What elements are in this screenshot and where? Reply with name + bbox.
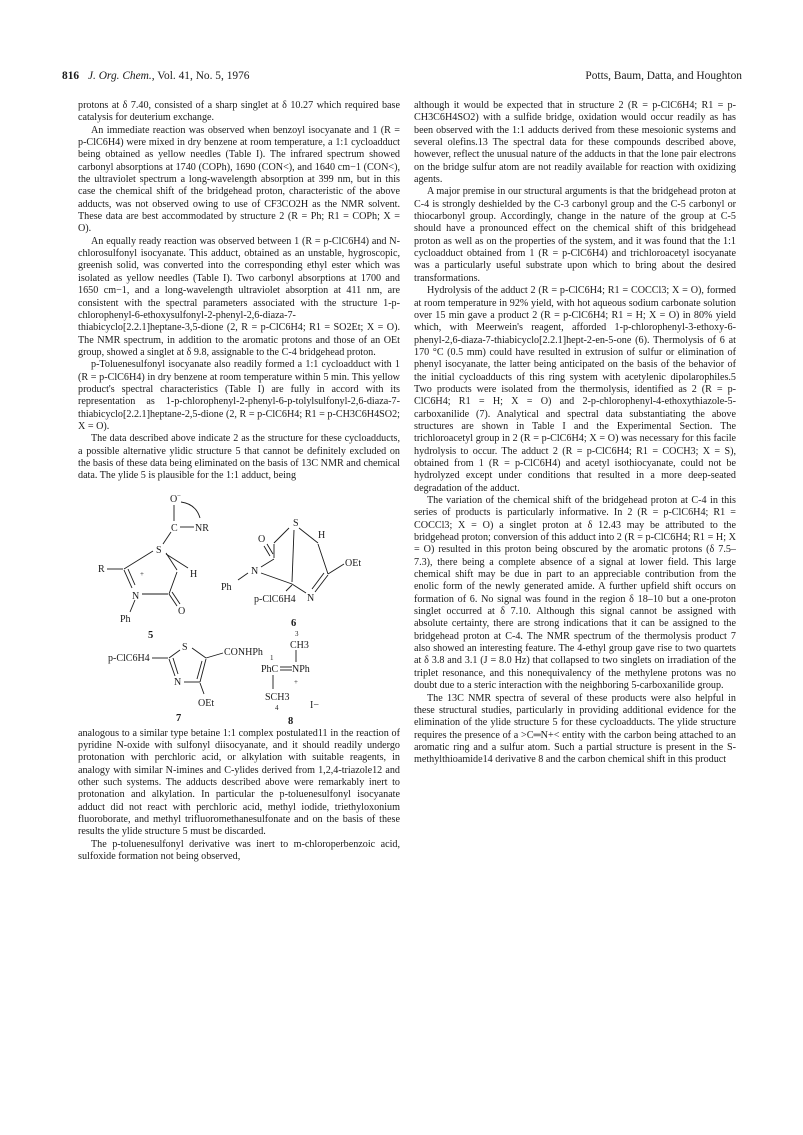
bond [166, 554, 188, 568]
bond [124, 570, 132, 588]
atom-label: O [170, 493, 178, 505]
bond [128, 569, 135, 585]
paragraph: The data described above indicate 2 as the structure for these cycloadducts, a possible alternative ylidic structure 5 that cannot be definitely excluded on the basis of these data being eliminated on the basis of 13C NMR and chemical data. The ylide 5 is plausible for the 1:1 adduct, being [78, 433, 400, 482]
atom-label: SCH3 [265, 691, 290, 703]
right-column [414, 100, 736, 767]
atom-label: OEt [345, 557, 362, 569]
paragraph: A major premise in our structural arguments is that the bridgehead proton at C-4 is strongly deshielded by the C-3 carbonyl group and the C-5 carbonyl or thiocarbonyl group. Accordingly, change in the nature of the group at C-5 should have a pronounced effect on the chemical shift of this bridgehead proton as well as on the properties of the system, and it was found that the 1:1 cycloadduct obtained from 1 (R = p-ClC6H4) and trichloroacetyl isocyanate was a particularly useful substrate upon which to bring about the desired transformations. [414, 186, 736, 284]
atom-label: H [190, 568, 198, 580]
atom-label: N [251, 565, 259, 577]
paragraph: The variation of the chemical shift of the bridgehead proton at C-4 in this series of products is particularly informative. In 2 (R = p-ClC6H4; R1 = COCCl3; X = O) a singlet proton at δ 12.43 may be attributed to the bridgehead proton; conversion of this adduct into 2 (R = p-ClC6H4; R1 = H; X = O) resulted in this proton being obscured by the aromatic protons (δ 7.5–7.3), there being a complete absence of a signal at lower field. This large chemical shift may be due in part to an appreciable contribution from the enolic form of the newly generated amide. A further upfield shift occurs on formation of 6. No signal was found in the region δ 18–10 but a one-proton singlet occurred at δ 7.10. Although this signal cannot be assigned with absolute certainty, there are strong indications that it can be assigned to the bridgehead proton at C-4. The NMR spectrum of the thermolysis product 7 also showed an interesting feature. The 4-ethyl group gave rise to two quartets at δ 3.8 and 3.1 (J = 8.0 Hz) that collapsed to two singlets on irradiation of the triplet resonance, and this nonequivalency of the methylene protons was no doubt due to a steric interaction with the neighboring 5-carboxanilide group. [414, 495, 736, 692]
bond [169, 594, 177, 606]
dashed-bond [181, 502, 200, 518]
atom-label: p-ClC6H4 [108, 652, 150, 664]
locant: 3 [295, 629, 299, 638]
charge-label: − [177, 491, 181, 500]
bond [318, 544, 328, 574]
header-authors: Potts, Baum, Datta, and Houghton [585, 70, 742, 82]
atom-label: Ph [221, 581, 232, 593]
atom-label: PhC [261, 663, 279, 675]
bond [292, 530, 294, 582]
locant: 1 [270, 653, 274, 662]
bond [200, 659, 206, 682]
paragraph: Hydrolysis of the adduct 2 (R = p-ClC6H4; R1 = COCCl3; X = O), formed at room temperature in 92% yield, with hot aqueous sodium carbonate solution over 15 min gave a product 2 (R = p-ClC6H4; R1 = H; X = O) in 80% yield which, with Meerwein's reagent, afforded 1-p-chlorophenyl-3-ethoxy-6-phenyl-2,6-diaza-7-thiabicyclo[2.2.1]hept-2-en-5-one (6). Thermolysis of 6 at 170 °C (0.5 mm) could have resulted in extrusion of sulfur or elimination of phenyl isocyanate, the latter being anticipated on the basis of the behavior of the initial cycloadducts of this ring system with acetylenic dipolarophiles.5 Two products were isolated from the thermolysis, identified as 2 (R = p-ClC6H4; R1 = H; X = O) and 2-p-chlorophenyl-4-ethoxythiazole-5-carboxanilide (7). Analytical and spectral data substantiating the above structures are shown in Table I and the Experimental Section. The trichloroacetyl group in 2 (R = p-ClC6H4; X = O) was necessary for this facile hydrolysis to occur. The adduct 2 (R = p-ClC6H4; R1 = COCH3; X = S), obtained from 1 (R = p-ClC6H4) and acetyl isothiocyanate, could not be hydrolyzed except under conditions that resulted in a more deep-seated degradation of the adduct. [414, 285, 736, 494]
atom-label: O [258, 533, 266, 545]
structure-7 [108, 642, 263, 724]
paragraph: An immediate reaction was observed when benzoyl isocyanate and 1 (R = p-ClC6H4) were mixed in dry benzene at room temperature, a 1:1 cycloadduct being obtained as yellow needles (Table I). The infrared spectrum showed carbonyl absorptions at 1740 (COPh), 1690 (CON<), and 1640 cm−1 (CON<), the ultraviolet spectrum a long-wavelength absorption at 399 nm, but in this case the chemical shift of the bridgehead proton, characteristic of the above adducts, was not observed owing to use of CF3CO2H as the NMR solvent. These data are best accommodated by structure 2 (R = Ph; R1 = COPh; X = O). [78, 124, 400, 235]
atom-label: N [174, 676, 182, 688]
paragraph: An equally ready reaction was observed between 1 (R = p-ClC6H4) and N-chlorosulfonyl isocyanate. This adduct, obtained as an unstable, hygroscopic, greenish solid, was converted into the corresponding ethyl ester which was isolated as yellow needles (Table I). Two carbonyl absorptions at 1700 and 1650 cm−1, and a long-wavelength ultraviolet absorption at 411 nm, are consistent with the spectral parameters associated with the structure 1-p-chlorophenyl-6-ethoxysulfonyl-2-phenyl-2,6-diaza-7-thiabicyclo[2.2.1]heptane-3,5-dione (2, R = p-ClC6H4; R1 = SO2Et; X = O). The NMR spectrum, in addition to the aromatic protons and those of an OEt group, showed a singlet at δ 9.8, assignable to the C-4 bridgehead proton. [78, 235, 400, 358]
atom-label: CH3 [290, 639, 309, 651]
compound-number: 6 [291, 617, 297, 629]
atom-label: Ph [120, 613, 131, 625]
atom-label: NR [195, 522, 209, 534]
bond [315, 575, 328, 592]
atom-label: N [307, 592, 315, 604]
bond [261, 559, 274, 567]
structures-figure [78, 488, 400, 724]
journal-volume: Vol. 41, [157, 70, 193, 82]
atom-label: S [293, 517, 299, 529]
running-header [62, 70, 742, 86]
atom-label: S [156, 544, 162, 556]
paragraph: analogous to a similar type betaine 1:1 complex postulated11 in the reaction of pyridine N-oxide with sulfonyl diisocyanate, and it should readily undergo protonation with perchloric acid, or alkylation with suitable reagents, in analogy with similar N-imines and C-ylides derived from 1,2,4-triazole12 and other such systems. The adducts described above were remarkably inert to protonation and alkylation. In particular the p-toluenesulfonyl isocyanate adduct did not react with perchloric acid, methyl iodide, triethyloxonium fluoroborate, and methyl trifluoromethanesulfonate and on the basis of these results the ylide structure 5 must be discarded. [78, 727, 400, 838]
bond [163, 532, 171, 544]
atom-label: p-ClC6H4 [254, 593, 296, 605]
counter-ion: I− [310, 699, 319, 711]
bond [261, 573, 292, 584]
paragraph: p-Toluenesulfonyl isocyanate also readily formed a 1:1 cycloadduct with 1 (R = p-ClC6H4) in dry benzene at room temperature within 5 min. This yellow product's spectral characteristics (Table I) are fully in accord with its representation as 1-p-chlorophenyl-2-phenyl-6-p-tolylsulfonyl-2,6-diaza-7-thiabicyclo[2.2.1]heptane-2,5-dione (2, R = p-ClC6H4; R1 = p-CH3C6H4SO2; X = O). [78, 359, 400, 432]
structure-6 [221, 518, 361, 629]
page-number: 816 [62, 70, 80, 82]
paragraph: The p-toluenesulfonyl derivative was inert to m-chloroperbenzoic acid, sulfoxide formation not being observed, [78, 838, 400, 863]
atom-label: NPh [292, 663, 310, 675]
journal-issue: No. 5, 1976 [195, 70, 250, 82]
locant: 4 [275, 703, 279, 712]
atom-label: CONHPh [224, 646, 263, 658]
left-column [78, 100, 400, 863]
bond [192, 648, 206, 658]
bond [274, 528, 289, 543]
header-citation [62, 70, 249, 82]
compound-number: 5 [148, 629, 154, 641]
paragraph: although it would be expected that in structure 2 (R = p-ClC6H4; R1 = p-CH3C6H4SO2) with a sulfide bridge, oxidation would occur readily as has been observed with the 1:1 adducts derived from these mesoionic systems and several olefins.13 The spectral data for these compounds described above, however, reflect the unusual nature of the adducts in that the lone pair electrons on the bridge sulfur atom are not readily available for reaction with oxidizing agents. [414, 100, 736, 186]
bond [200, 683, 204, 694]
charge-label: + [140, 569, 144, 578]
atom-label: S [182, 641, 188, 653]
atom-label: O [178, 605, 186, 617]
bond [169, 572, 177, 594]
paragraph: protons at δ 7.40, consisted of a sharp singlet at δ 10.27 which required base catalysis for deuterium exchange. [78, 100, 400, 124]
bond [206, 653, 223, 658]
atom-label: N [132, 590, 140, 602]
paragraph: The 13C NMR spectra of several of these products were also helpful in these structural studies, particularly in providing additional evidence for the elimination of the ylide structure 5 for these cycloadducts. The ylide structure requires the presence of a >C═N+< entity with the carbon being attached to an aromatic ring and a sulfur atom. Such a partial structure is present in the S-methylthioamide14 derivative 8 and the carbon chemical shift in this product [414, 692, 736, 766]
structure-8 [261, 630, 319, 724]
atom-label: OEt [198, 697, 215, 709]
journal-name: J. Org. Chem., [87, 70, 155, 82]
atom-label: H [318, 529, 326, 541]
bond [172, 592, 180, 604]
bond [169, 650, 180, 658]
chemical-structures [78, 488, 400, 724]
bond [292, 584, 306, 593]
atom-label: R [98, 563, 105, 575]
atom-label: C [171, 522, 178, 534]
bond [238, 573, 248, 580]
bond [312, 573, 324, 589]
charge-label: + [294, 677, 298, 686]
bond [328, 564, 344, 574]
bond [286, 585, 292, 591]
structure-5 [98, 492, 209, 641]
compound-number: 8 [288, 715, 294, 724]
compound-number: 7 [176, 712, 182, 724]
bond [299, 528, 318, 543]
bond [124, 551, 153, 569]
